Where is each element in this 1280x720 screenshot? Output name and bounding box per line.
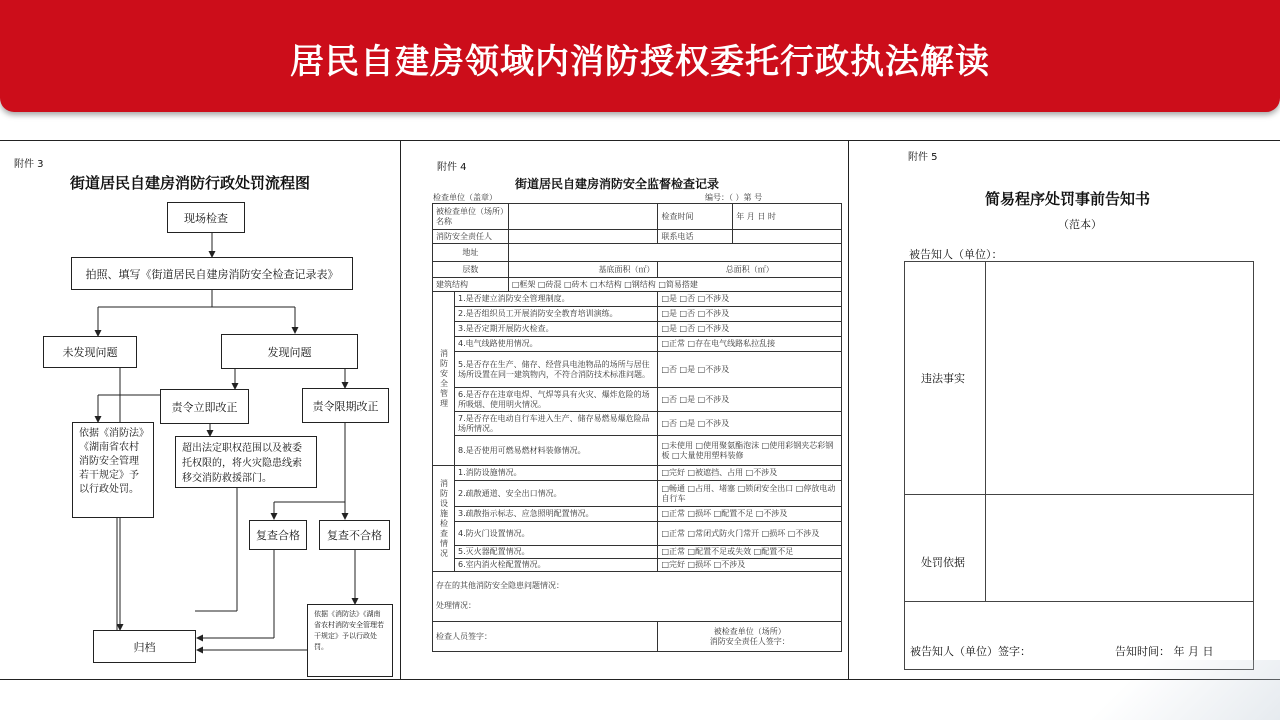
attachment-4-label: 附件 4 (437, 162, 467, 173)
node-transfer: 超出法定职权范围以及被委托权限的，将火灾隐患线索移交消防救援部门。 (175, 436, 317, 488)
a1-5: □否 □是 □不涉及 (658, 352, 842, 388)
attachment-3-label: 附件 3 (14, 159, 44, 170)
cell-address-label: 地址 (433, 244, 509, 262)
a1-2: □是 □否 □不涉及 (658, 307, 842, 322)
q1-6: 6.是否存在违章电焊、气焊等具有火灾、爆炸危险的场所吸烟、使用明火情况。 (454, 388, 657, 412)
node-inspect: 现场检查 (167, 202, 245, 233)
cell-person-value (508, 230, 658, 244)
notice-form (904, 261, 1254, 670)
inspection-record-table (432, 203, 842, 652)
q2-1: 1.消防设施情况。 (454, 466, 657, 481)
node-penalty-basis: 依据《消防法》《湖南省农村消防安全管理若干规定》予以行政处罚。 (72, 422, 154, 518)
recipient-signature-label: 被告知人（单位）签字： (910, 645, 1031, 658)
inspector-signature: 检查人员签字： (433, 622, 658, 652)
other-issues-label: 存在的其他消防安全隐患问题情况： (436, 581, 564, 590)
node-archive: 归档 (93, 630, 196, 663)
flowchart-title: 街道居民自建房消防行政处罚流程图 (70, 174, 311, 192)
cell-phone-value (733, 230, 842, 244)
attachment-5-label: 附件 5 (908, 152, 938, 163)
q1-4: 4.电气线路使用情况。 (454, 337, 657, 352)
header-banner (0, 0, 1280, 112)
cell-address-value (508, 244, 841, 262)
cell-time-value: 年 月 日 时 (733, 204, 842, 230)
q2-4: 4.防火门设置情况。 (454, 522, 657, 546)
notice-title: 简易程序处罚事前告知书 (985, 190, 1151, 208)
notice-subtitle: （范本） (1058, 218, 1102, 231)
notice-time-label: 告知时间： 年 月 日 (1115, 645, 1214, 658)
cell-base-area-label: 基底面积（㎡） (508, 262, 658, 278)
q2-3: 3.疏散指示标志、应急照明配置情况。 (454, 507, 657, 522)
a2-1: □完好 □被遮挡、占用 □不涉及 (658, 466, 842, 481)
notice-row-divider-1 (905, 494, 1253, 495)
notice-col-divider (985, 262, 986, 601)
a2-3: □正常 □损坏 □配置不足 □不涉及 (658, 507, 842, 522)
notice-recipient-label: 被告知人（单位）： (909, 248, 1003, 261)
cell-phone-label: 联系电话 (658, 230, 733, 244)
node-fail-penalty: 依据《消防法》《湖南省农村消防安全管理若干规定》予以行政处罚。 (307, 604, 393, 677)
q1-5: 5.是否存在生产、储存、经营具电池物品的场所与居住场所设置在同一建筑物内，不符合消防技术标准问题。 (454, 352, 657, 388)
a1-7: □否 □是 □不涉及 (658, 412, 842, 436)
a1-6: □否 □是 □不涉及 (658, 388, 842, 412)
cell-total-area-label: 总面积（㎡） (658, 262, 842, 278)
a1-4: □正常 □存在电气线路私拉乱接 (658, 337, 842, 352)
cell-person-label: 消防安全责任人 (433, 230, 509, 244)
page-title: 居民自建房领域内消防授权委托行政执法解读 (290, 42, 990, 82)
record-title: 街道居民自建房消防安全监督检查记录 (515, 177, 720, 191)
inspecting-unit-label: 检查单位（盖章） (433, 193, 497, 202)
responsible-signature-label: 消防安全责任人签字： (709, 636, 790, 646)
panel-divider-2 (848, 140, 849, 680)
panel-divider-1 (400, 140, 401, 680)
node-deadline-fix: 责令限期改正 (302, 388, 389, 423)
cell-unit-value (508, 204, 658, 230)
a1-1: □是 □否 □不涉及 (658, 292, 842, 307)
violation-facts-label: 违法事实 (921, 372, 965, 385)
other-issues-cell (433, 572, 842, 622)
penalty-basis-label: 处罚依据 (921, 556, 965, 569)
q1-7: 7.是否存在电动自行车进入生产、储存易燃易爆危险品场所情况。 (454, 412, 657, 436)
unit-signature-label: 被检查单位（场所） (713, 626, 786, 636)
q1-2: 2.是否组织员工开展消防安全教育培训演练。 (454, 307, 657, 322)
a2-6: □完好 □损坏 □不涉及 (658, 559, 842, 572)
cell-structure-label: 建筑结构 (433, 278, 509, 292)
a1-8: □未使用 □使用聚氨酯泡沫 □使用彩钢夹芯彩钢板 □大量使用塑料装修 (658, 436, 842, 466)
a2-5: □正常 □配置不足或失效 □配置不足 (658, 546, 842, 559)
a1-3: □是 □否 □不涉及 (658, 322, 842, 337)
q2-2: 2.疏散通道、安全出口情况。 (454, 481, 657, 507)
a2-2: □畅通 □占用、堵塞 □锁闭安全出口 □停放电动自行车 (658, 481, 842, 507)
notice-row-divider-2 (905, 601, 1253, 602)
handling-label: 处理情况： (436, 601, 476, 610)
section-fire-management: 消防安全管理 (433, 292, 455, 466)
node-photo-record: 拍照、填写《街道居民自建房消防安全检查记录表》 (71, 257, 353, 290)
q1-3: 3.是否定期开展防火检查。 (454, 322, 657, 337)
node-recheck-pass: 复查合格 (249, 520, 307, 550)
node-recheck-fail: 复查不合格 (319, 520, 390, 550)
cell-time-label: 检查时间 (658, 204, 733, 230)
unit-signature-cell (658, 622, 842, 652)
corner-decoration (1020, 660, 1280, 720)
q1-8: 8.是否使用可燃易燃材料装修情况。 (454, 436, 657, 466)
q1-1: 1.是否建立消防安全管理制度。 (454, 292, 657, 307)
q2-6: 6.室内消火栓配置情况。 (454, 559, 657, 572)
section-fire-facilities: 消防设施检查情况 (433, 466, 455, 572)
node-immediate-fix: 责令立即改正 (160, 389, 249, 424)
q2-5: 5.灭火器配置情况。 (454, 546, 657, 559)
cell-unit-label: 被检查单位（场所）名称 (433, 204, 509, 230)
a2-4: □正常 □常闭式防火门常开 □损坏 □不涉及 (658, 522, 842, 546)
serial-number-label: 编号：（ ）第 号 (705, 193, 763, 202)
cell-structure-options: □框架 □砖混 □砖木 □木结构 □钢结构 □简易搭建 (508, 278, 841, 292)
node-issue-found: 发现问题 (221, 334, 358, 369)
node-no-issue: 未发现问题 (43, 336, 137, 368)
cell-floors-label: 层数 (433, 262, 509, 278)
